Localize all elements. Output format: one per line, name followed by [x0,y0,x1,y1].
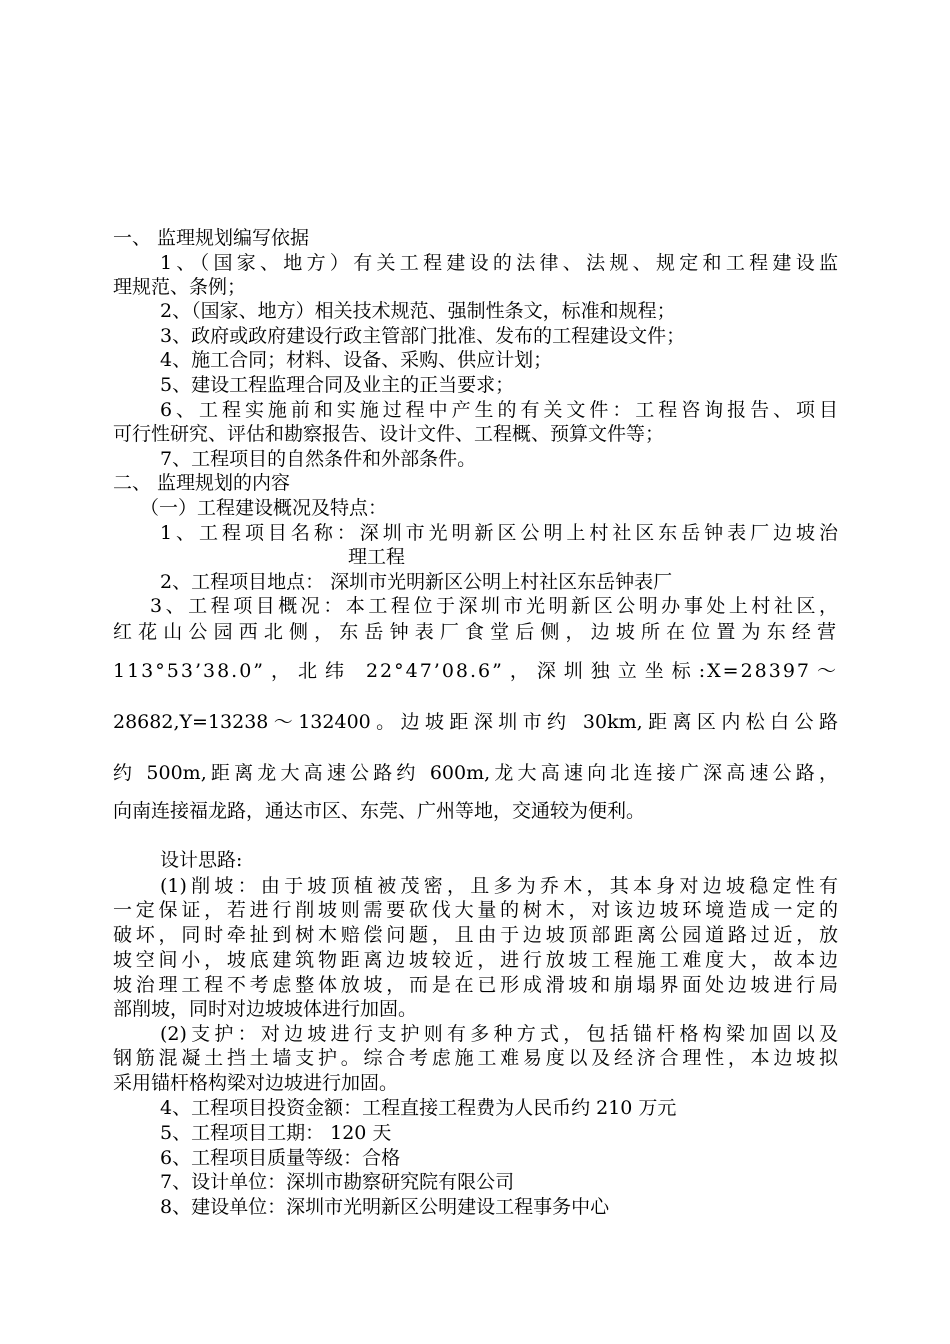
design-title: 设计思路: [160,849,243,871]
section1-heading: 一、 监理规划编写依据 [113,227,310,249]
design-line-9: 采用锚杆格构梁对边坡进行加固。 [113,1072,399,1094]
basis-item-2: 2、（国家、地方）相关技术规范、强制性条文，标准和规程； [160,300,676,322]
design-line-4: 坡空间小，坡底建筑物距离边坡较近，进行放坡工程施工难度大，故本边 [113,949,838,971]
basis-item-1: 1、（国家、地方）有关工程建设的法律、法规、规定和工程建设监 [160,252,838,274]
overview-line-4: 28682,Y=13238～132400。边坡距深圳市约 30km,距离区内松白公路 [113,711,838,733]
construction-unit: 8、建设单位：深圳市光明新区公明建设工程事务中心 [160,1196,610,1218]
project-location: 2、工程项目地点： 深圳市光明新区公明上村社区东岳钟表厂 [160,571,673,593]
design-line-8: 钢筋混凝土挡土墙支护。综合考虑施工难易度以及经济合理性，本边坡拟 [113,1047,838,1069]
overview-line-6: 向南连接福龙路，通达市区、东莞、广州等地，交通较为便利。 [113,800,646,822]
design-line-2: 一定保证，若进行削坡则需要砍伐大量的树木，对该边坡环境造成一定的 [113,899,838,921]
overview-line-3: 113°53’38.0”，北纬 22°47’08.6”，深圳独立坐标:X=28397～ [113,660,838,682]
section2-heading: 二、 监理规划的内容 [113,472,291,494]
basis-item-6: 6、工程实施前和实施过程中产生的有关文件：工程咨询报告、项目 [160,399,838,421]
overview-line-5: 约 500m,距离龙大高速公路约 600m,龙大高速向北连接广深高速公路， [113,762,838,784]
overview-line-1: 3、工程项目概况：本工程位于深圳市光明新区公明办事处上村社区， [150,595,838,617]
design-line-1: (1)削坡：由于坡顶植被茂密，且多为乔木，其本身对边坡稳定性有 [160,875,838,897]
project-name: 1、工程项目名称：深圳市光明新区公明上村社区东岳钟表厂边坡治 [160,522,838,544]
basis-item-6-cont: 可行性研究、评估和勘察报告、设计文件、工程概、预算文件等； [113,423,665,445]
project-name-cont: 理工程 [348,546,406,568]
duration: 5、工程项目工期： 120 天 [160,1122,392,1144]
design-unit: 7、设计单位：深圳市勘察研究院有限公司 [160,1171,515,1193]
section2-subheading: （一）工程建设概况及特点： [140,497,388,519]
investment: 4、工程项目投资金额：工程直接工程费为人民币约 210 万元 [160,1097,677,1119]
design-line-7: (2)支护：对边坡进行支护则有多种方式，包括锚杆格构梁加固以及 [160,1023,838,1045]
basis-item-7: 7、工程项目的自然条件和外部条件。 [160,448,477,470]
basis-item-5: 5、建设工程监理合同及业主的正当要求； [160,374,515,396]
quality-grade: 6、工程项目质量等级：合格 [160,1147,401,1169]
basis-item-4: 4、施工合同；材料、设备、采购、供应计划； [160,349,553,371]
design-line-5: 坡治理工程不考虑整体放坡，而是在已形成滑坡和崩塌界面处边坡进行局 [113,974,838,996]
design-line-6: 部削坡，同时对边坡坡体进行加固。 [113,998,418,1020]
design-line-3: 破坏，同时牵扯到树木赔偿问题，且由于边坡顶部距离公园道路过近，放 [113,924,838,946]
basis-item-1-cont: 理规范、条例； [113,276,247,298]
overview-line-2: 红花山公园西北侧，东岳钟表厂食堂后侧，边坡所在位置为东经营 [113,621,838,643]
basis-item-3: 3、政府或政府建设行政主管部门批准、发布的工程建设文件； [160,325,686,347]
